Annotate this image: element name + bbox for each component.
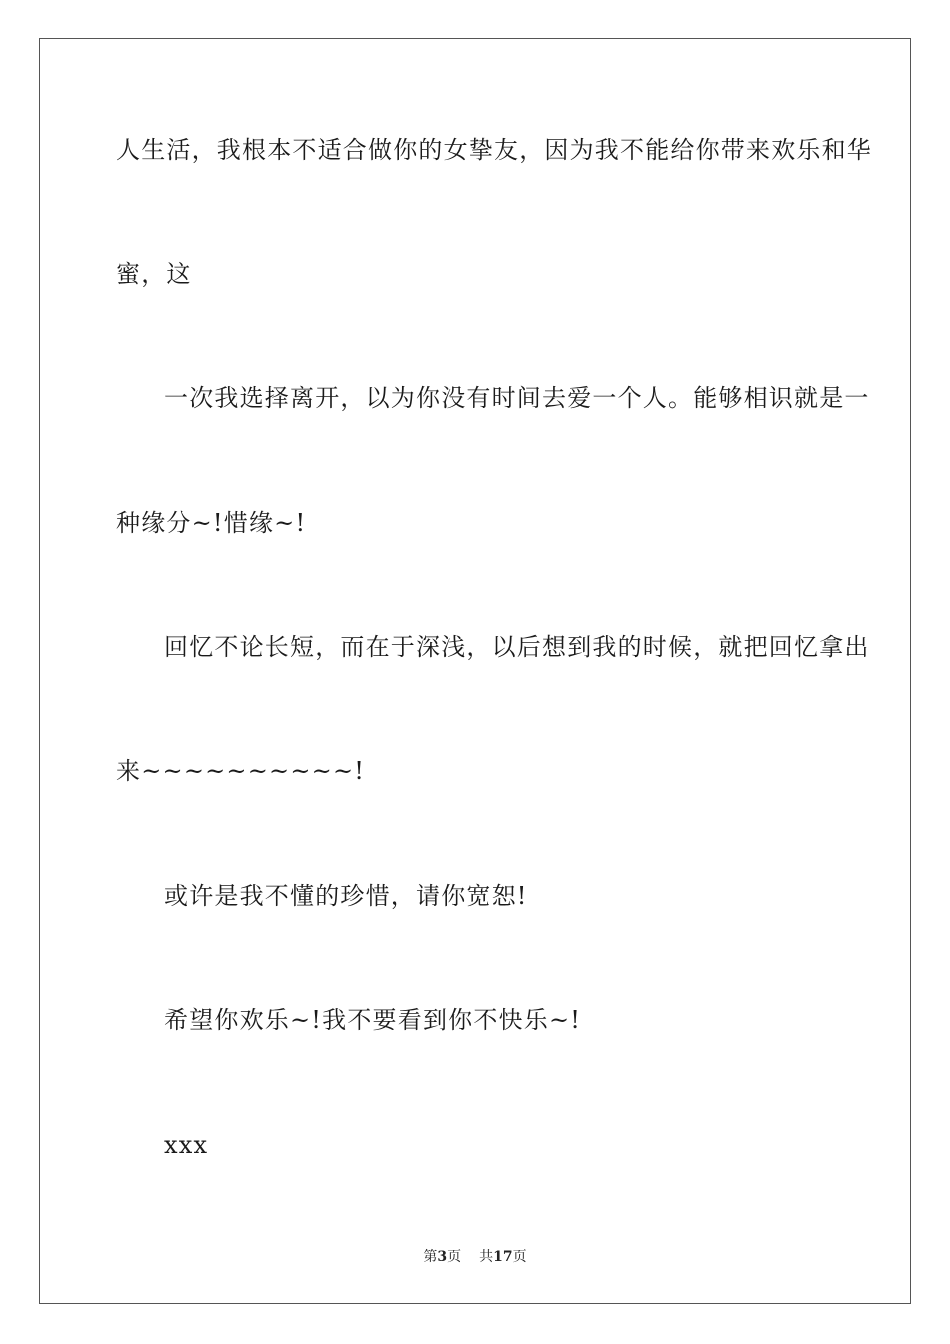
- page-frame: [39, 38, 911, 1304]
- body-line-3: 一次我选择离开，以为你没有时间去爱一个人。能够相识就是一: [164, 384, 870, 412]
- body-line-1: 人生活，我根本不适合做你的女挚友，因为我不能给你带来欢乐和华: [116, 136, 872, 164]
- body-line-5: 回忆不论长短，而在于深浅，以后想到我的时候，就把回忆拿出: [164, 633, 870, 661]
- total-prefix: 共: [479, 1249, 494, 1265]
- body-line-7: 或许是我不懂的珍惜，请你宽恕!: [164, 882, 528, 910]
- page-prefix: 第: [423, 1249, 438, 1265]
- body-line-6: 来~~~~~~~~~~!: [116, 757, 366, 785]
- body-line-4: 种缘分~!惜缘~!: [116, 509, 307, 537]
- total-suffix: 页: [512, 1249, 527, 1265]
- signature-line: xxx: [164, 1131, 209, 1159]
- page-suffix: 页: [447, 1249, 462, 1265]
- body-line-8: 希望你欢乐~!我不要看到你不快乐~!: [164, 1006, 582, 1034]
- total-pages: 17: [493, 1249, 513, 1265]
- body-line-2: 蜜，这: [116, 260, 192, 288]
- page-number: 3: [437, 1249, 448, 1265]
- page-footer: [0, 1247, 950, 1267]
